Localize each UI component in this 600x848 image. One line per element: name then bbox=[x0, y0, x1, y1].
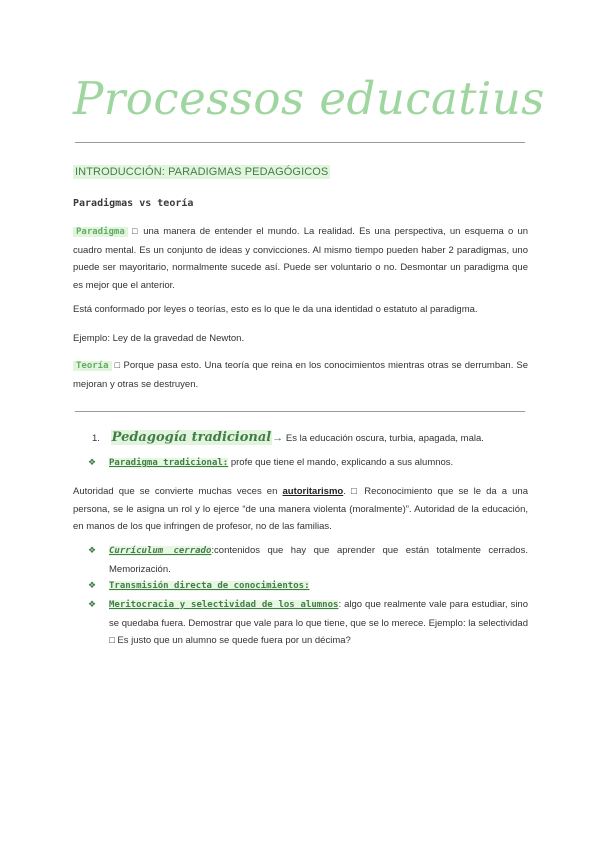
box-glyph-icon: □ bbox=[132, 226, 140, 236]
bullet-term: Meritocracia y selectividad de los alumnos bbox=[109, 600, 339, 610]
document-title: Processos educatius bbox=[73, 72, 545, 125]
box-glyph-icon: □ bbox=[114, 360, 121, 370]
title-divider bbox=[75, 142, 525, 143]
diamond-bullet-icon: ❖ bbox=[88, 580, 97, 590]
item-text: Es la educación oscura, turbia, apagada, mala. bbox=[285, 433, 484, 444]
paradigma-term: Paradigma bbox=[73, 227, 128, 237]
bullet-term: Transmisión directa de conocimientos: bbox=[109, 581, 310, 591]
right-arrow-icon: → bbox=[272, 432, 284, 444]
diamond-bullet-icon: ❖ bbox=[88, 545, 97, 555]
bullet-paradigma-tradicional bbox=[88, 454, 528, 473]
subheading: Paradigmas vs teoría bbox=[73, 198, 194, 209]
teoria-paragraph bbox=[73, 357, 528, 393]
diamond-bullet-icon: ❖ bbox=[88, 599, 97, 609]
bullet-text: : algo que realmente vale para estudiar, sino se quedaba fuera. Demostrar que vale para lo que tiene, que se lo merece. Ejemplo: la selectividad □ Es justo que un alumno se quede fuera por un décima? bbox=[109, 599, 528, 646]
autoritarismo-term: autoritarismo bbox=[282, 486, 344, 497]
paragraph-ejemplo: Ejemplo: Ley de la gravedad de Newton. bbox=[73, 333, 245, 344]
bullet-term: Paradigma tradicional: bbox=[109, 458, 229, 468]
paradigma-paragraph bbox=[73, 223, 528, 294]
bullet-text: profe que tiene el mando, explicando a sus alumnos. bbox=[230, 457, 454, 468]
teoria-definition: Porque pasa esto. Una teoría que reina en los conocimientos mientras otras se derrumban. Se mejoran y otras se destruyen. bbox=[73, 360, 529, 390]
bullet-transmision-directa bbox=[88, 577, 528, 596]
autoridad-paragraph bbox=[73, 483, 528, 536]
bullet-term: Currículum cerrado bbox=[109, 546, 212, 556]
autoridad-text-after: . □ Reconocimiento que se le da a una persona, se le asigna un rol y lo ejerce “de una manera violenta (moralmente)”. Autoridad de la educación, en manos de los que infringen de profesor, no de las familias. bbox=[73, 486, 529, 532]
bullet-text: :contenidos que hay que aprender que están totalmente cerrados. Memorización. bbox=[109, 545, 528, 575]
bullet-meritocracia bbox=[88, 596, 528, 650]
paragraph-leyes: Está conformado por leyes o teorías, esto es lo que le da una identidad o estatuto al paradigma. bbox=[73, 304, 478, 315]
item-number: 1. bbox=[92, 433, 100, 444]
diamond-bullet-icon: ❖ bbox=[88, 457, 97, 467]
paradigma-definition: una manera de entender el mundo. La realidad. Es una perspectiva, un esquema o un cuadro mental. Es un conjunto de ideas y convicciones. Al mismo tiempo pueden haber 2 paradigmas, uno puede ser mayoritario, normalmente sucede así. Puede ser voluntario o no. Desmontar un paradigma que es mejor que el anterior. bbox=[73, 226, 529, 291]
teoria-term: Teoría bbox=[73, 361, 112, 371]
section-heading: INTRODUCCIÓN: PARADIGMAS PEDAGÓGICOS bbox=[75, 166, 329, 178]
bullet-curriculum-cerrado bbox=[88, 542, 528, 578]
numbered-item bbox=[92, 430, 484, 445]
item-title: Pedagogía tradicional bbox=[111, 430, 272, 445]
section-divider bbox=[75, 411, 525, 412]
autoridad-text-before: Autoridad que se convierte muchas veces en bbox=[73, 486, 278, 497]
